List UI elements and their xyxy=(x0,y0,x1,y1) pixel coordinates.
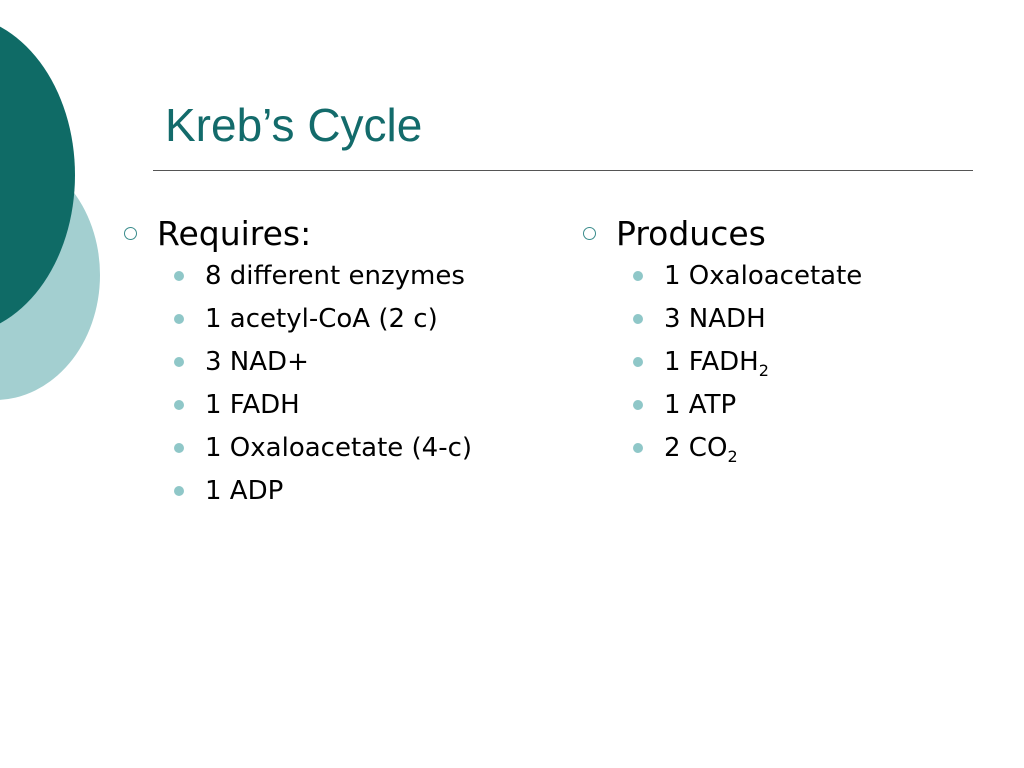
dot-bullet-icon xyxy=(633,443,643,453)
slide-title: Kreb’s Cycle xyxy=(165,99,423,151)
requires-list xyxy=(174,254,564,512)
circle-bullet-icon xyxy=(583,227,596,240)
produces-heading-row xyxy=(583,210,1003,256)
list-item xyxy=(633,383,1003,426)
list-item-main: 1 FADH xyxy=(664,346,759,377)
list-item-text: 1 acetyl-CoA (2 c) xyxy=(205,303,438,334)
dot-bullet-icon xyxy=(633,314,643,324)
list-item-text xyxy=(664,304,766,334)
requires-column xyxy=(124,210,564,512)
list-item xyxy=(174,297,564,340)
dot-bullet-icon xyxy=(174,486,184,496)
dot-bullet-icon xyxy=(174,271,184,281)
dot-bullet-icon xyxy=(174,357,184,367)
list-item-main: 1 ATP xyxy=(664,389,737,420)
list-item xyxy=(633,297,1003,340)
list-item-text xyxy=(664,390,736,420)
produces-column xyxy=(583,210,1003,469)
produces-heading: Produces xyxy=(616,213,766,253)
circle-bullet-icon xyxy=(124,227,137,240)
list-item-text: 3 NAD+ xyxy=(205,346,309,377)
subscript: 2 xyxy=(727,446,738,466)
requires-heading-row xyxy=(124,210,564,256)
produces-list xyxy=(633,254,1003,469)
list-item-text xyxy=(664,432,738,466)
list-item-main: 2 CO xyxy=(664,432,728,463)
list-item xyxy=(174,383,564,426)
list-item xyxy=(633,254,1003,297)
dot-bullet-icon xyxy=(633,357,643,367)
list-item-text: 1 FADH xyxy=(205,389,300,420)
list-item-text: 1 ADP xyxy=(205,475,284,506)
requires-heading: Requires: xyxy=(157,213,312,253)
dot-bullet-icon xyxy=(633,400,643,410)
list-item-text: 1 Oxaloacetate (4-c) xyxy=(205,432,473,463)
list-item xyxy=(174,254,564,297)
list-item-main: 3 NADH xyxy=(664,303,766,334)
list-item xyxy=(633,426,1003,469)
list-item-text: 8 different enzymes xyxy=(205,260,465,291)
dot-bullet-icon xyxy=(633,271,643,281)
list-item xyxy=(633,340,1003,383)
dot-bullet-icon xyxy=(174,443,184,453)
list-item-text xyxy=(664,261,862,291)
subscript: 2 xyxy=(758,360,769,380)
list-item-main: 1 Oxaloacetate xyxy=(664,260,863,291)
list-item xyxy=(174,426,564,469)
list-item-text xyxy=(664,346,769,380)
list-item xyxy=(174,340,564,383)
title-divider xyxy=(153,170,973,171)
list-item xyxy=(174,469,564,512)
dot-bullet-icon xyxy=(174,400,184,410)
dot-bullet-icon xyxy=(174,314,184,324)
